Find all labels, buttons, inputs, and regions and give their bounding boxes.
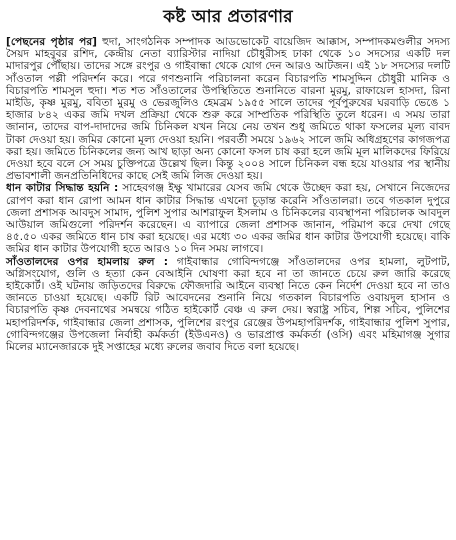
continuation-kicker: [পেছনের পৃষ্ঠার পর] — [6, 36, 97, 48]
section-harvest-text: সাহেবগঞ্জ ইক্ষু খামারের যেসব জমি থেকে উচ্ছেদ করা হয়, সেখানে নিজেদের রোপণ করা ধান রোপা আমন ধান কাটার সিদ্ধান্ত এখনো চূড়ান্ত করেনি সাঁওতালরা। তবে গতকাল দুপুরে জেলা প্রশাসক আবদুস সামাদ, পুলিশ সুপার আশরাফুল ইসলাম ও চিনিকলের ব্যবস্থাপনা পরিচালক আবদুল আউয়াল জমিগুলো পরিদর্শন করেছেন। এ ব্যাপারে জেলা প্রশাসক জানান, পরিমাপ করে দেখা গেছে ৪৫.৫০ একর জমিতে ধান চাষ করা হয়েছে। এর মধ্যে ৩০ একর জমির ধান কাটার উপযোগী হয়েছে। বাকি জমির ধান কাটার উপযোগী হতে আরও ১০ দিন সময় লাগবে। — [6, 182, 451, 256]
intro-text: হুদা, সাংগঠনিক সম্পাদক আডভোকেট বায়েজিদ আক্কাস, সম্পাদকমণ্ডলীর সদস্য সৈয়দ মাহবুবর রশিদ, কেন্দ্রীয় নেতা ব্যারিস্টার নাদিয়া চৌধুরীসহ ঢাকা থেকে ১০ সদস্যের একটি দল মাদারপুর পৌঁছায়। তাদের সঙ্গে রংপুর ও গাইবান্ধা থেকে যোগ দেন আরও আটজন। এই ১৮ সদস্যের দলটি সাঁওতাল পল্লী পরিদর্শন করে। পরে গণশুনানি পরিচালনা করেন বিচারপতি শামসুদ্দিন চৌধুরী মানিক ও বিচারপতি শামসুল হুদা। শত শত সাঁওতালের উপস্থিতিতে শুনানিতে বারনা মুরমু, রাফায়েল হাসদা, রিনা মাইডি, কৃষ্ণ মুরমু, ববিতা মুরমু ও ভেরজুলিও হেমব্রম ১৯৫৫ সালে তাদের পূর্বপুরুষের ঘরবাড়ি ভেঙে ১ হাজার ৮৪২ একর জমি দখল প্রক্রিয়া থেকে শুরু করে সাম্প্রতিক পরিস্থিতি তুলে ধরেন। এ সময় তারা জানান, তাদের বাপ-দাদাদের জমি চিনিকল যখন নিয়ে নেয় তখন শুধু জমিতে থাকা ফসলের মূল্য বাবদ টাকা দেওয়া হয়। জমির কোনো মূল্য দেওয়া হয়নি। পরবর্তী সময়ে ১৯৬২ সালে জমি অধিগ্রহণের কাগজপত্র করা হয়। জমিতে চিনিকলের জন্য আখ ছাড়া অন্য কোনো ফসল চাষ করা হলে জমি মূল মালিকদের ফিরিয়ে দেওয়া হবে বলে সে সময় চুক্তিপত্রে উল্লেখ ছিল। কিন্তু ২০০৪ সালে চিনিকল বন্ধ হয়ে যাওয়ার পর স্থানীয় প্রভাবশালী জনপ্রতিনিধিদের কাছে সেই জমি লিজ দেওয়া হয়। — [6, 36, 450, 183]
article-body — [6, 36, 450, 353]
subhead-harvest: ধান কাটার সিদ্ধান্ত হয়নি : — [6, 182, 119, 195]
section-harvest — [6, 182, 450, 255]
section-rule — [6, 256, 450, 354]
headline: কষ্ট আর প্রতারণার — [163, 7, 293, 27]
subhead-rule: সাঁওতালদের ওপর হামলায় রুল : — [6, 255, 168, 268]
intro-paragraph — [6, 36, 450, 182]
section-rule-text: গাইবান্ধার গোবিন্দগঞ্জে সাঁওতালদের ওপর হামলা, লুটপাট, অগ্নিসংযোগ, গুলি ও হত্যা কেন বেআইনি ঘোষণা করা হবে না তা জানতে চেয়ে রুল জারি করেছে হাইকোর্ট। ওই ঘটনায় জড়িতদের বিরুদ্ধে ফৌজদারি আইনে ব্যবস্থা নিতে কেন নির্দেশ দেওয়া হবে না তাও জানতে চাওয়া হয়েছে। একটি রিট আবেদনের শুনানি নিয়ে গতকাল বিচারপতি ওবায়দুল হাসান ও বিচারপতি কৃষ্ণ দেবনাথের সমন্বয়ে গঠিত হাইকোর্ট বেঞ্চ এ রুল দেয়। স্বরাষ্ট্র সচিব, শিল্প সচিব, পুলিশের মহাপরিদর্শক, গাইবান্ধার জেলা প্রশাসক, পুলিশের রংপুর রেঞ্জের উপমহাপরিদর্শক, গাইবান্ধার পুলিশ সুপার, গোবিন্দগঞ্জের উপজেলা নির্বাহী কর্মকর্তা (ইউএনও) ও ভারপ্রাপ্ত কর্মকর্তা (ওসি) এবং মহিমাগঞ্জ সুগার মিলের ম্যানেজারকে দুই সপ্তাহের মধ্যে রুলের জবাব দিতে বলা হয়েছে। — [6, 255, 451, 354]
